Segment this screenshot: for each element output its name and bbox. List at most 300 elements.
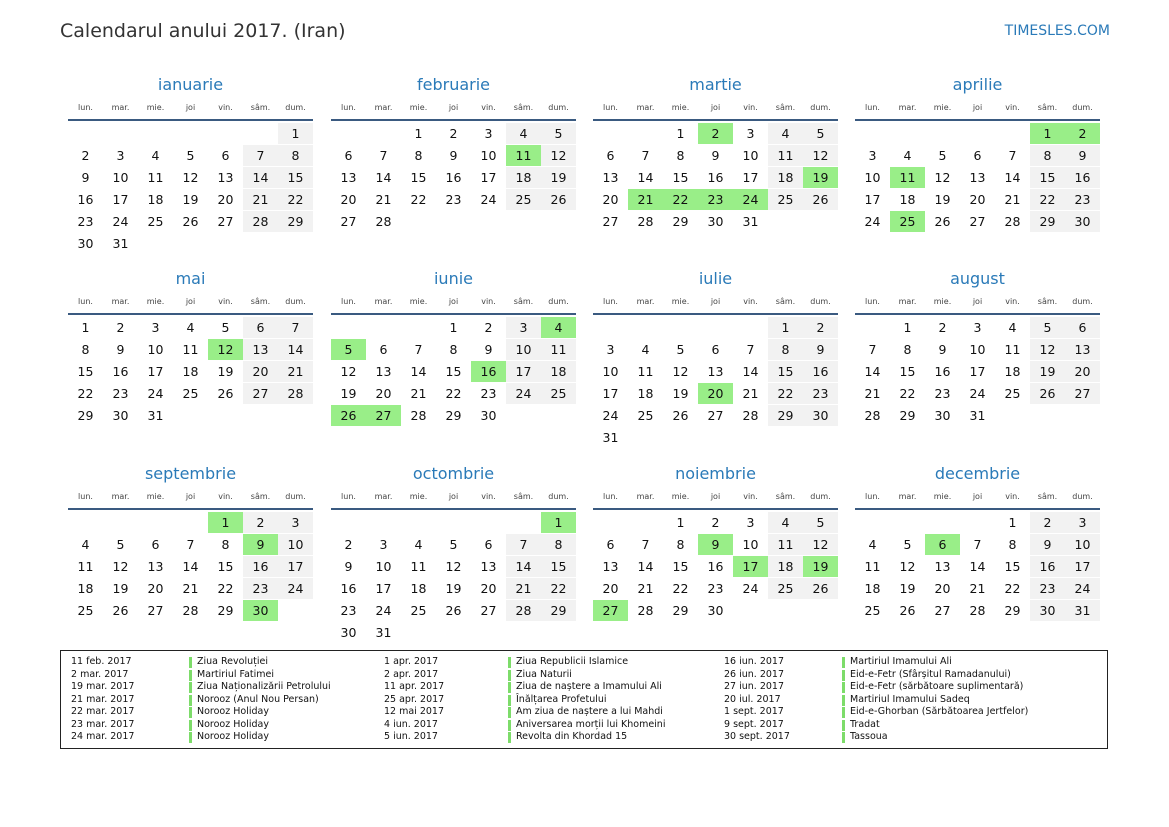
weekday-label: lun.	[78, 492, 93, 501]
holiday-day-cell: 11	[506, 145, 541, 166]
month-divider	[331, 119, 576, 121]
legend-holiday-name: Înălțarea Profetului	[516, 693, 607, 705]
holiday-day-cell: 23	[698, 189, 733, 210]
weekday-header	[68, 491, 313, 503]
day-cell: 21	[742, 386, 759, 401]
weekday-label: mie.	[671, 297, 690, 306]
day-cell: 15	[278, 167, 313, 188]
day-cell: 9	[711, 148, 720, 163]
day-cell: 26	[445, 603, 462, 618]
day-cell: 24	[742, 581, 759, 596]
day-cell: 21	[410, 386, 427, 401]
day-cell: 7	[379, 148, 388, 163]
day-cell: 2	[803, 317, 838, 338]
weekday-label: vin.	[1005, 492, 1020, 501]
day-cell: 7	[186, 537, 195, 552]
day-cell: 12	[672, 364, 689, 379]
day-cell: 1	[414, 126, 423, 141]
weekday-label: vin.	[481, 103, 496, 112]
day-cell: 17	[375, 581, 392, 596]
day-cell: 15	[541, 556, 576, 577]
legend-date: 9 sept. 2017	[724, 718, 784, 730]
legend-date: 16 iun. 2017	[724, 656, 785, 667]
day-cell: 3	[506, 317, 541, 338]
day-cell: 5	[186, 148, 195, 163]
day-cell: 19	[899, 581, 916, 596]
month-divider	[68, 508, 313, 510]
holiday-day-cell: 9	[243, 534, 278, 555]
day-cell: 6	[151, 537, 160, 552]
month-name: septembrie	[144, 464, 237, 483]
month-divider	[855, 313, 1100, 315]
holiday-day-cell: 1	[1030, 123, 1065, 144]
day-cell: 20	[147, 581, 164, 596]
day-cell: 3	[868, 148, 877, 163]
day-cell: 27	[480, 603, 497, 618]
day-cell: 11	[541, 339, 576, 360]
legend-color-marker	[189, 707, 192, 718]
day-cell: 9	[81, 170, 90, 185]
day-cell: 19	[445, 581, 462, 596]
day-cell: 29	[445, 408, 462, 423]
day-cell: 28	[969, 603, 986, 618]
legend-row	[384, 731, 684, 744]
day-cell: 1	[676, 515, 685, 530]
weekday-label: lun.	[78, 103, 93, 112]
day-cell: 21	[182, 581, 199, 596]
legend-holiday-name: Tassoua	[850, 731, 888, 742]
holiday-day-cell: 5	[331, 339, 366, 360]
holiday-day-cell: 26	[331, 405, 366, 426]
day-cell: 24	[969, 386, 986, 401]
day-cell: 7	[278, 317, 313, 338]
day-cell: 29	[672, 603, 689, 618]
day-cell: 16	[112, 364, 129, 379]
day-cell: 3	[606, 342, 615, 357]
weekday-label: lun.	[865, 492, 880, 501]
day-cell: 4	[903, 148, 912, 163]
weekday-label: mar.	[374, 297, 393, 306]
day-cell: 23	[1030, 578, 1065, 599]
weekday-label: joi	[972, 492, 983, 501]
weekday-label: mar.	[111, 297, 130, 306]
day-cell: 25	[768, 578, 803, 599]
day-cell: 28	[742, 408, 759, 423]
day-cell: 6	[221, 148, 230, 163]
day-cell: 1	[278, 123, 313, 144]
day-cell: 9	[484, 342, 493, 357]
day-cell: 21	[375, 192, 392, 207]
day-cell: 17	[112, 192, 129, 207]
day-cell: 21	[864, 386, 881, 401]
holiday-day-cell: 9	[698, 534, 733, 555]
day-cell: 18	[768, 167, 803, 188]
day-cell: 4	[768, 512, 803, 533]
day-cell: 8	[903, 342, 912, 357]
day-cell: 31	[602, 430, 619, 445]
weekday-label: mie.	[146, 103, 165, 112]
day-cell: 26	[672, 408, 689, 423]
day-cell: 20	[969, 192, 986, 207]
weekday-label: dum.	[1072, 492, 1093, 501]
month-divider	[331, 313, 576, 315]
weekday-label: vin.	[481, 492, 496, 501]
day-cell: 26	[803, 189, 838, 210]
day-cell: 7	[414, 342, 423, 357]
day-cell: 18	[864, 581, 881, 596]
day-cell: 2	[116, 320, 125, 335]
day-cell: 12	[445, 559, 462, 574]
weekday-label: dum.	[1072, 297, 1093, 306]
legend-holiday-name: Aniversarea morții lui Khomeini	[516, 718, 666, 730]
day-cell: 22	[768, 383, 803, 404]
day-cell: 23	[934, 386, 951, 401]
weekday-label: joi	[710, 492, 721, 501]
day-cell: 30	[803, 405, 838, 426]
legend-column	[384, 656, 684, 744]
legend-color-marker	[508, 720, 511, 731]
legend-holiday-name: Ziua Naturii	[516, 668, 572, 680]
weekday-label: lun.	[603, 103, 618, 112]
day-cell: 28	[637, 603, 654, 618]
day-cell: 17	[969, 364, 986, 379]
day-cell: 12	[541, 145, 576, 166]
day-cell: 15	[768, 361, 803, 382]
weekday-label: dum.	[1072, 103, 1093, 112]
weekday-label: mar.	[898, 492, 917, 501]
legend-color-marker	[189, 670, 192, 681]
day-cell: 25	[77, 603, 94, 618]
day-cell: 10	[742, 148, 759, 163]
legend-date: 1 sept. 2017	[724, 706, 784, 717]
day-cell: 20	[217, 192, 234, 207]
day-cell: 13	[480, 559, 497, 574]
month-decembrie	[855, 464, 1100, 654]
month-august	[855, 269, 1100, 459]
day-cell: 6	[973, 148, 982, 163]
day-cell: 23	[243, 578, 278, 599]
day-cell: 28	[864, 408, 881, 423]
weekday-label: lun.	[341, 103, 356, 112]
weekday-label: lun.	[603, 297, 618, 306]
day-cell: 10	[375, 559, 392, 574]
day-cell: 10	[864, 170, 881, 185]
day-cell: 6	[711, 342, 720, 357]
month-februarie	[331, 75, 576, 265]
day-cell: 11	[768, 145, 803, 166]
weekday-label: mar.	[374, 492, 393, 501]
day-cell: 4	[868, 537, 877, 552]
weekday-label: sâm.	[250, 492, 271, 501]
legend-date: 23 mar. 2017	[71, 718, 135, 730]
day-cell: 30	[340, 625, 357, 640]
legend-color-marker	[842, 707, 845, 718]
legend-color-marker	[508, 682, 511, 693]
day-cell: 1	[81, 320, 90, 335]
day-cell: 4	[641, 342, 650, 357]
day-cell: 19	[112, 581, 129, 596]
day-cell: 16	[707, 170, 724, 185]
weekday-header	[855, 296, 1100, 308]
weekday-header	[855, 491, 1100, 503]
month-octombrie	[331, 464, 576, 654]
day-cell: 14	[637, 559, 654, 574]
day-cell: 7	[868, 342, 877, 357]
day-cell: 24	[480, 192, 497, 207]
day-cell: 17	[506, 361, 541, 382]
legend-date: 1 apr. 2017	[384, 656, 439, 667]
day-cell: 22	[541, 578, 576, 599]
legend-row	[71, 731, 371, 744]
site-link[interactable]: TIMESLES.COM	[1004, 23, 1110, 39]
day-cell: 5	[803, 512, 838, 533]
day-cell: 10	[1065, 534, 1100, 555]
day-cell: 21	[969, 581, 986, 596]
day-cell: 16	[1030, 556, 1065, 577]
day-cell: 19	[182, 192, 199, 207]
day-cell: 7	[641, 148, 650, 163]
weekday-label: vin.	[743, 297, 758, 306]
day-cell: 26	[1030, 383, 1065, 404]
legend-holiday-name: Martiriul Imamului Ali	[850, 656, 952, 667]
day-cell: 3	[151, 320, 160, 335]
weekday-label: mie.	[671, 492, 690, 501]
day-cell: 1	[1008, 515, 1017, 530]
weekday-label: dum.	[810, 297, 831, 306]
day-cell: 16	[243, 556, 278, 577]
day-cell: 15	[77, 364, 94, 379]
day-cell: 23	[445, 192, 462, 207]
month-divider	[593, 508, 838, 510]
day-cell: 26	[217, 386, 234, 401]
day-cell: 22	[445, 386, 462, 401]
holiday-day-cell: 16	[471, 361, 506, 382]
legend-row	[724, 706, 1029, 719]
day-cell: 7	[243, 145, 278, 166]
month-martie	[593, 75, 838, 265]
legend-holiday-name: Ziua Republicii Islamice	[516, 656, 629, 667]
day-cell: 3	[379, 537, 388, 552]
day-cell: 7	[1008, 148, 1017, 163]
day-cell: 5	[116, 537, 125, 552]
day-cell: 18	[77, 581, 94, 596]
legend-row	[724, 681, 1024, 694]
day-cell: 29	[278, 211, 313, 232]
day-cell: 25	[637, 408, 654, 423]
day-cell: 14	[637, 170, 654, 185]
day-cell: 21	[1004, 192, 1021, 207]
day-cell: 21	[278, 361, 313, 382]
day-cell: 7	[746, 342, 755, 357]
day-cell: 13	[243, 339, 278, 360]
month-name: august	[950, 269, 1005, 288]
day-cell: 8	[278, 145, 313, 166]
day-cell: 5	[221, 320, 230, 335]
day-cell: 22	[217, 581, 234, 596]
legend-row	[71, 681, 371, 694]
day-cell: 7	[506, 534, 541, 555]
day-cell: 25	[182, 386, 199, 401]
day-cell: 27	[1065, 383, 1100, 404]
legend-row	[724, 694, 1024, 707]
day-cell: 14	[243, 167, 278, 188]
day-cell: 6	[484, 537, 493, 552]
day-cell: 1	[768, 317, 803, 338]
legend-column	[724, 656, 1029, 744]
day-cell: 29	[768, 405, 803, 426]
day-cell: 19	[217, 364, 234, 379]
legend-date: 24 mar. 2017	[71, 731, 135, 742]
weekday-label: mar.	[898, 103, 917, 112]
weekday-label: mar.	[636, 103, 655, 112]
holiday-day-cell: 2	[698, 123, 733, 144]
day-cell: 2	[449, 126, 458, 141]
weekday-label: mar.	[111, 492, 130, 501]
legend-color-marker	[842, 695, 845, 706]
day-cell: 8	[1030, 145, 1065, 166]
day-cell: 11	[410, 559, 427, 574]
weekday-label: mie.	[146, 297, 165, 306]
legend-color-marker	[842, 657, 845, 668]
day-cell: 16	[934, 364, 951, 379]
day-cell: 15	[445, 364, 462, 379]
legend-holiday-name: Norooz Holiday	[197, 718, 269, 730]
month-name: ianuarie	[157, 75, 224, 94]
day-cell: 2	[711, 515, 720, 530]
day-cell: 31	[1065, 600, 1100, 621]
day-cell: 29	[77, 408, 94, 423]
day-cell: 24	[864, 214, 881, 229]
legend-color-marker	[842, 720, 845, 731]
weekday-header	[68, 102, 313, 114]
weekday-label: dum.	[548, 492, 569, 501]
weekday-label: dum.	[548, 297, 569, 306]
day-cell: 18	[768, 556, 803, 577]
day-cell: 9	[344, 559, 353, 574]
day-cell: 27	[707, 408, 724, 423]
weekday-label: joi	[972, 103, 983, 112]
day-cell: 31	[375, 625, 392, 640]
day-cell: 22	[1030, 189, 1065, 210]
legend-row	[71, 719, 371, 732]
holiday-day-cell: 20	[698, 383, 733, 404]
day-cell: 1	[676, 126, 685, 141]
day-cell: 25	[1004, 386, 1021, 401]
month-iulie	[593, 269, 838, 459]
month-name: iunie	[433, 269, 473, 288]
day-cell: 12	[899, 559, 916, 574]
day-cell: 14	[182, 559, 199, 574]
day-cell: 28	[182, 603, 199, 618]
day-cell: 30	[707, 214, 724, 229]
weekday-label: sâm.	[513, 492, 534, 501]
legend-holiday-name: Am ziua de naștere a lui Mahdi	[516, 706, 663, 717]
month-divider	[855, 508, 1100, 510]
day-cell: 12	[803, 534, 838, 555]
day-cell: 30	[707, 603, 724, 618]
weekday-label: dum.	[285, 103, 306, 112]
day-cell: 14	[742, 364, 759, 379]
day-cell: 24	[147, 386, 164, 401]
legend-row	[384, 681, 684, 694]
holiday-day-cell: 24	[733, 189, 768, 210]
month-aprilie	[855, 75, 1100, 265]
day-cell: 30	[112, 408, 129, 423]
month-divider	[68, 313, 313, 315]
legend-row	[71, 669, 371, 682]
day-cell: 24	[112, 214, 129, 229]
day-cell: 18	[541, 361, 576, 382]
weekday-label: mar.	[374, 103, 393, 112]
day-cell: 20	[480, 581, 497, 596]
day-cell: 16	[445, 170, 462, 185]
day-cell: 13	[375, 364, 392, 379]
day-cell: 26	[182, 214, 199, 229]
weekday-label: lun.	[78, 297, 93, 306]
holiday-day-cell: 27	[593, 600, 628, 621]
weekday-label: mie.	[146, 492, 165, 501]
day-cell: 8	[221, 537, 230, 552]
day-cell: 29	[217, 603, 234, 618]
legend-holiday-name: Eid-e-Fetr (sărbătoare suplimentară)	[850, 681, 1024, 692]
weekday-label: vin.	[218, 492, 233, 501]
weekday-header	[855, 102, 1100, 114]
holiday-day-cell: 21	[628, 189, 663, 210]
legend-color-marker	[508, 707, 511, 718]
legend-row	[384, 669, 684, 682]
day-cell: 23	[1065, 189, 1100, 210]
day-cell: 2	[81, 148, 90, 163]
day-cell: 2	[484, 320, 493, 335]
weekday-label: sâm.	[1037, 103, 1058, 112]
day-cell: 14	[969, 559, 986, 574]
day-cell: 3	[746, 126, 755, 141]
legend-date: 2 apr. 2017	[384, 668, 439, 680]
holiday-day-cell: 6	[925, 534, 960, 555]
day-cell: 10	[742, 537, 759, 552]
day-cell: 20	[375, 386, 392, 401]
day-cell: 10	[969, 342, 986, 357]
day-cell: 4	[151, 148, 160, 163]
legend-holiday-name: Ziua Revoluției	[197, 656, 268, 667]
day-cell: 23	[340, 603, 357, 618]
day-cell: 22	[77, 386, 94, 401]
day-cell: 4	[1008, 320, 1017, 335]
legend-row	[71, 706, 371, 719]
holiday-day-cell: 19	[803, 167, 838, 188]
day-cell: 12	[340, 364, 357, 379]
day-cell: 10	[602, 364, 619, 379]
weekday-label: sâm.	[513, 103, 534, 112]
day-cell: 25	[768, 189, 803, 210]
day-cell: 23	[803, 383, 838, 404]
day-cell: 6	[379, 342, 388, 357]
day-cell: 28	[1004, 214, 1021, 229]
day-cell: 22	[1004, 581, 1021, 596]
weekday-header	[331, 296, 576, 308]
day-cell: 6	[606, 537, 615, 552]
weekday-label: dum.	[285, 492, 306, 501]
day-cell: 25	[541, 383, 576, 404]
day-cell: 9	[116, 342, 125, 357]
day-cell: 21	[506, 578, 541, 599]
legend-color-marker	[189, 732, 192, 743]
legend-date: 26 iun. 2017	[724, 668, 785, 680]
day-cell: 9	[1065, 145, 1100, 166]
day-cell: 20	[340, 192, 357, 207]
day-cell: 13	[934, 559, 951, 574]
holiday-day-cell: 4	[541, 317, 576, 338]
